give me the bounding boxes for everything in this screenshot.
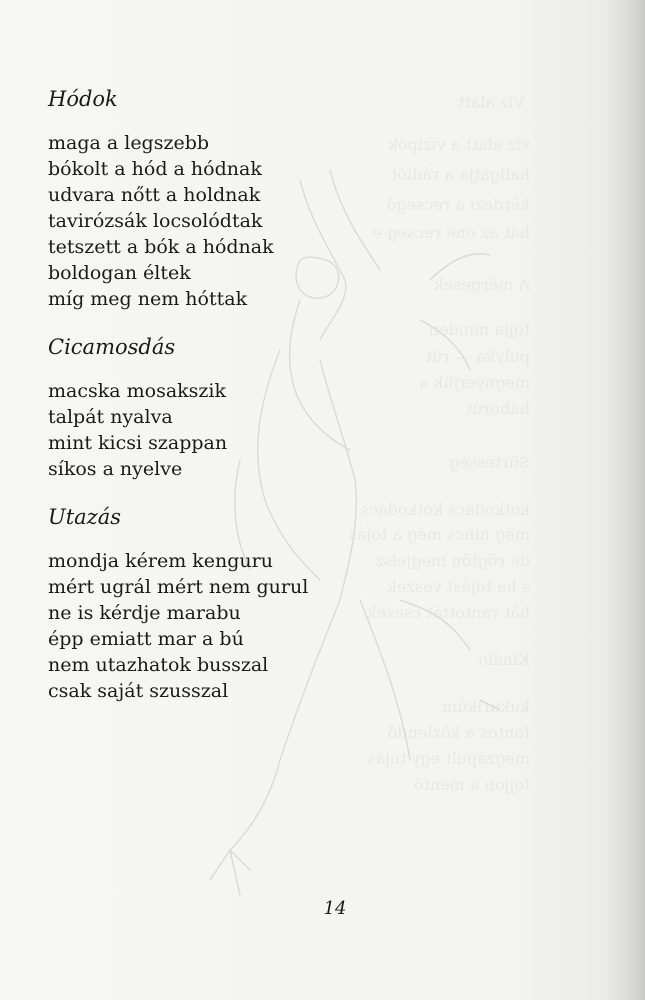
svg-text:de rögtön megjelsz: de rögtön megjelsz <box>375 551 530 570</box>
svg-text:kukurikúm: kukurikúm <box>442 697 530 716</box>
svg-text:fojjon a mentő: fojjon a mentő <box>413 775 530 794</box>
poem-line: udvara nőtt a holdnak <box>48 184 261 206</box>
svg-text:Kínálo: Kínálo <box>478 650 530 669</box>
svg-text:kérdezi a recsegő: kérdezi a recsegő <box>386 195 530 214</box>
poem-title: Hódok <box>48 87 118 111</box>
svg-text:kotkodács kotkodács: kotkodács kotkodács <box>360 500 530 519</box>
poem-utazas <box>48 504 378 704</box>
svg-text:A mérgesek: A mérgesek <box>433 275 530 294</box>
poem-title: Cicamosdás <box>48 335 176 359</box>
svg-text:háborút: háborút <box>465 399 530 418</box>
poem-line: mint kicsi szappan <box>48 432 228 454</box>
poem-title: Utazás <box>48 505 122 529</box>
svg-text:s ha tojást veszek: s ha tojást veszek <box>387 577 530 596</box>
poem-line: míg meg nem hóttak <box>48 288 248 310</box>
poem-line: macska mosakszik <box>48 380 227 402</box>
svg-text:hát rántottát csezek: hát rántottát csezek <box>366 603 530 622</box>
poem-cicamosdas <box>48 334 378 482</box>
poem-line: mondja kérem kenguru <box>48 550 273 572</box>
page-spine-shadow <box>605 0 645 1000</box>
poem-line: boldogan éltek <box>48 262 191 284</box>
svg-text:Víz alatt: Víz alatt <box>457 93 525 112</box>
svg-text:víz alatt a vízipók: víz alatt a vízipók <box>388 135 530 154</box>
poem-line: tavirózsák locsolódtak <box>48 210 263 232</box>
poem-line: bókolt a hód a hódnak <box>48 158 262 180</box>
svg-text:még nincs még a tojás: még nincs még a tojás <box>348 525 530 544</box>
poem-line: maga a legszebb <box>48 132 210 154</box>
page-number: 14 <box>323 898 347 919</box>
poem-line: ne is kérdje marabu <box>48 602 241 624</box>
poem-line: nem utazhatok busszal <box>48 654 269 676</box>
svg-text:fontos a közlendő: fontos a közlendő <box>387 723 530 742</box>
svg-text:tojja minden: tojja minden <box>428 320 530 339</box>
svg-text:hallgatja a rádiót: hallgatja a rádiót <box>390 165 530 184</box>
poem-line: épp emiatt mar a bú <box>48 628 244 650</box>
poem-line: síkos a nyelve <box>48 458 183 480</box>
poem-line: csak saját szusszal <box>48 680 229 702</box>
svg-text:Sürtesség: Sürtesség <box>449 453 530 472</box>
svg-text:megzápult egy tojás: megzápult egy tojás <box>367 749 530 768</box>
svg-text:hát az one recseg-e: hát az one recseg-e <box>372 223 530 242</box>
svg-text:megnyerjük a: megnyerjük a <box>419 373 530 392</box>
poem-line: talpát nyalva <box>48 406 173 428</box>
svg-text:pulyka — rút: pulyka — rút <box>425 347 530 366</box>
poems-column <box>48 86 378 726</box>
poem-hodok <box>48 86 378 312</box>
poem-line: mért ugrál mért nem gurul <box>48 576 309 598</box>
poem-line: tetszett a bók a hódnak <box>48 236 274 258</box>
